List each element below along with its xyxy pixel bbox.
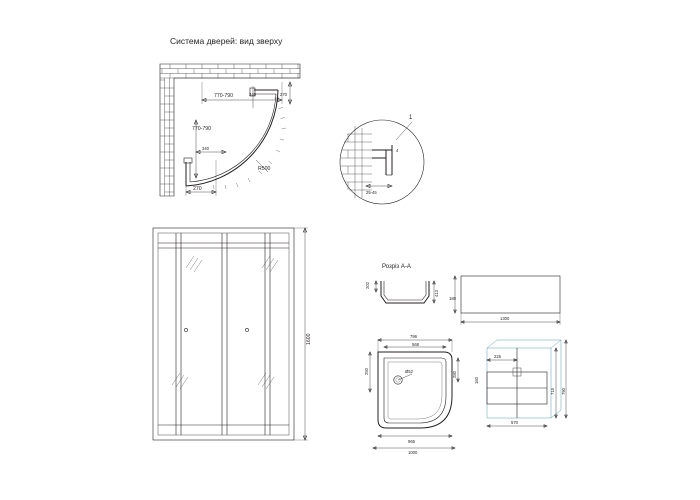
dim-plan-inner-top: 568 [412, 342, 419, 347]
top-view-door-arc [184, 88, 286, 189]
front-view [153, 228, 312, 440]
dim-hole: Ø52 [405, 369, 413, 374]
dim-frame-right-height: 715 [550, 388, 555, 395]
dim-offset-inner: 340 [202, 146, 209, 151]
frame-plan-view [474, 340, 567, 427]
section-title: Розріз А-А [382, 264, 411, 270]
dim-width-left: 770-790 [192, 126, 212, 132]
dim-plan-bottom-inner: 965 [408, 439, 415, 444]
detail-number-label: 1 [409, 115, 413, 121]
dim-detail-thickness: 4 [396, 148, 399, 153]
section-aa [365, 264, 439, 303]
dim-frame-bottom: 570 [511, 420, 518, 425]
dim-plan-bottom-overall: 1000 [408, 450, 418, 455]
dim-offset-top-right: 340 [249, 92, 256, 97]
radius-label: R500 [258, 166, 271, 172]
dim-frame-inner-left: 160 [474, 377, 479, 384]
top-view-walls [160, 64, 300, 196]
dim-section-left: 202 [365, 282, 370, 289]
dim-plan-left: 250 [364, 368, 369, 375]
dim-tray-depth: 180 [449, 296, 456, 301]
dim-width-top: 770-790 [214, 93, 234, 99]
dim-section-right: 413 [434, 290, 439, 297]
dim-frame-right-outer: 790 [561, 388, 566, 395]
dim-plan-overall-top: 796 [410, 334, 417, 339]
dim-plan-inner-right: 280 [452, 371, 457, 378]
dim-detail-gap: 25-45 [366, 190, 377, 195]
dim-offset-right: 270 [280, 92, 287, 97]
dim-frame-top: 225 [494, 354, 501, 359]
dim-front-height: 1600 [306, 333, 312, 345]
tray-front-panel [449, 276, 560, 325]
dim-offset-bottom: 270 [193, 186, 202, 192]
top-view-title: Система дверей: вид зверху [170, 36, 283, 46]
dim-tray-width: 1300 [500, 316, 510, 321]
detail-callout [340, 115, 424, 204]
tray-plan-view [364, 334, 459, 455]
